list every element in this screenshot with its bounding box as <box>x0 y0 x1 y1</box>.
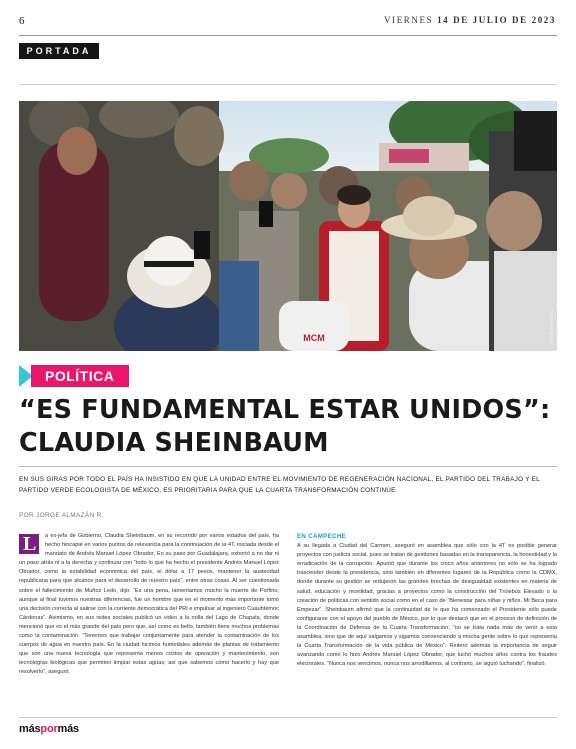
crowd-photo-illustration <box>19 101 557 351</box>
dropcap <box>19 534 39 554</box>
top-divider <box>19 35 557 36</box>
lead-paragraph: EN SUS GIRAS POR TODO EL PAÍS HA INSISTIDO EN QUE LA UNIDAD ENTRE EL MOVIMIENTO DE REGENERACIÓN NACIONAL, EL PARTIDO DEL TRABAJO Y EL PARTIDO VERDE ECOLOGISTA DE MÉXICO, ES PRIORITARIA PARA QUE LA CUARTA TRANSFORMACIÓN CONTINÚE <box>19 476 540 494</box>
lead-divider <box>19 466 557 467</box>
date-full: 14 DE JULIO DE 2023 <box>437 15 556 25</box>
headline-line-2: CLAUDIA SHEINBAUM <box>19 428 329 458</box>
category-text: POLÍTICA <box>31 365 129 387</box>
date-weekday: VIERNES <box>384 15 434 25</box>
photo-credit: FOTO: ESPECIAL <box>549 310 554 343</box>
footer-divider <box>19 717 557 718</box>
byline: POR JORGE ALMAZÁN R. <box>19 512 104 519</box>
page-date <box>384 15 556 25</box>
publication-logo <box>19 723 79 735</box>
article-photo <box>19 101 557 351</box>
section-tag: PORTADA <box>19 43 99 59</box>
headline-line-1: “ES FUNDAMENTAL ESTAR UNIDOS”: <box>19 395 551 425</box>
logo-part-2: por <box>40 723 58 735</box>
section-divider <box>19 84 557 85</box>
column-2-text: A su llegada a Ciudad del Carmen, aseguró en asamblea que sólo con la 4T es posible generar proyectos con justicia social, pues se tratan de gestiones basadas en la transparencia, la honestidad y la erradicación de la corrupción. Apuntó que durante los cinco años anteriores no sólo se ha logrado trascender desde la presidencia, sino también en diferentes lugares de la República como la CDMX, donde durante su gestión se redujeron las grandes brechas de desigualdad existentes en materia de salud, educación y movilidad, gracias a proyectos como la construcción del Trolebús Elevado o la creación de políticas con sentido social como en el caso de “Bienestar para niñas y niños. Mi Beca para Empezar”. Sheinbaum afirmó que la continuidad de lo que ha comenzado el Presidente sólo puede configurarse con el apoyo del pueblo de México, por lo que destacó que en el proceso de definición de la Coordinación de Defensa de la Cuarta Transformación, “no se trata nada más de venir a esta asamblea, sino que de aquí salgamos y sigamos convenciendo a mucha gente sobre lo que representa la Cuarta Transformación de la vida pública de México”. Reiteró además la importancia de seguir avanzando como lo hizo Andrés Manuel López Obrador, que luchó muchos años contra los fraudes electorales. “Nunca nos vencimos, nunca nos arrodillamos, al contrario, se siguió luchando”, finalizó. <box>297 543 557 668</box>
article-column-1 <box>19 532 279 678</box>
logo-part-3: más <box>57 723 79 735</box>
category-label <box>19 365 129 387</box>
page-number: 6 <box>19 15 25 27</box>
logo-part-1: más <box>19 723 41 735</box>
article-column-2 <box>297 532 557 669</box>
shirt-print: MCM <box>303 333 325 343</box>
column-1-text: a ex-jefa de Gobierno, Claudia Sheinbaum, en su recorrido por varios estados del país, ha hecho hincapié en varios puntos de relevancia para la continuación de la 4T, iniciada desde el mandato de Andrés Manuel López Obrador. En su paso por Guadalajara, exhortó a no dar ni un paso atrás ni a la derecha y continuar con “todo lo que ha hecho el presidente Andrés Manuel López Obrador, como la estabilidad económica del país, el dólar a 17 pesos, mantener la austeridad republicana para que alcance para el desarrollo de nuestro país”, entre otras cosas. Al ser cuestionada sobre el fallecimiento de Muñoz Ledo, dijo: “Es una pena, lamentamos mucho la muerte de Porfirio, aunque al final tuvimos nuestras diferencias, fue un hombre que en el momento más importante tomó una decisión correcta al salirse con la corriente democrática del PRI e impulsar al ingeniero Cuauhtémoc Cárdenas”. Asimismo, en sus redes sociales publicó un video a la orilla del Lago de Chapala, donde mencionó que es el más grande del país pero que, así como es bello, también tiene muchos problemas como la contaminación. “Tenemos que trabajar conjuntamente para atender la contaminación de los cuerpos de agua en nuestro país. En la ciudad hicimos humedales además de plantas de tratamiento que son una nueva tecnología que representa menos costos de operación y mantenimiento, son tecnologías biológicas que permiten limpiar estas aguas; así que sabemos cómo hacerlo y hay que resolverlo”, aseguró. <box>19 533 279 676</box>
dropcap-letter: L <box>23 533 37 555</box>
headline <box>19 394 559 460</box>
column-2-subhead: EN CAMPECHE <box>297 533 347 540</box>
